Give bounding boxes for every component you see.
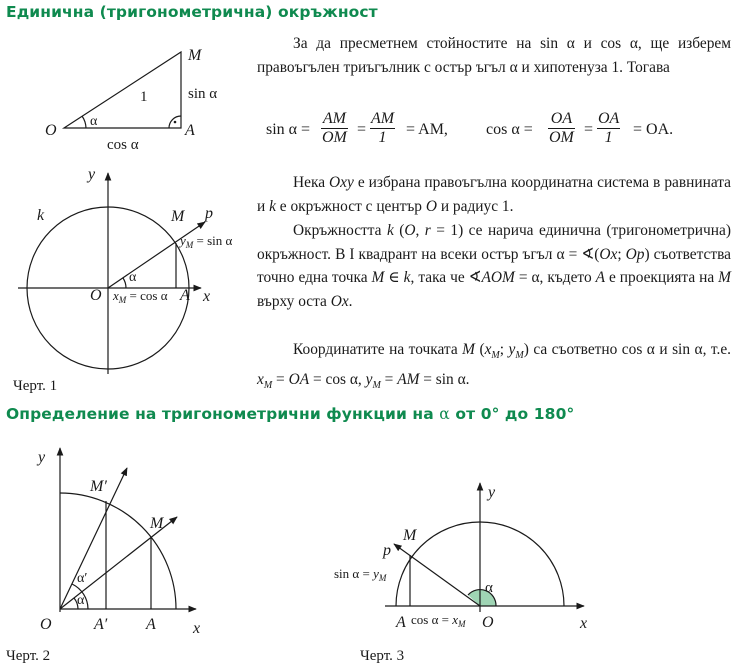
sin-cos-formula: sin α = $\frac{AM}{OM}$ = $\frac{AM}{1}$ = AM, cos α = $\frac{OA}{OM}$ = $\frac{OA}{1}$ = OA.	[266, 110, 674, 146]
fig1-ray-label-p: p	[205, 205, 213, 222]
fraction-oa-1: $\frac{OA}{1}$	[598, 110, 620, 146]
fig3-caption: Черт. 3	[360, 648, 405, 664]
fig2-point-m-prime: M′	[90, 478, 107, 495]
fig3-cos-expression: $\cos \alpha = x_M$	[411, 612, 466, 629]
triangle-adjacent-label: cos α	[107, 137, 139, 153]
fig2-x-label: x	[193, 620, 201, 637]
fig3-angle-alpha: α	[485, 580, 493, 596]
fig3-point-a: A	[396, 614, 406, 631]
fig1-angle-alpha: α	[129, 270, 137, 285]
fig2-y-label: y	[38, 449, 46, 466]
fig1-y-expression: $y_M = \sin \alpha$	[180, 233, 233, 250]
fig3-ray-label-p: p	[383, 542, 391, 559]
fig1-circle-label-k: k	[37, 207, 45, 224]
section-heading-unit-circle: Единична (тригонометрична) окръжност	[6, 3, 378, 21]
fraction-am-om: $\frac{AM}{OM}$	[322, 110, 347, 146]
intro-paragraph: За да пресметнем стойностите на sin α и cos α, ще изберем правоъгълен триъгълник с остър ъгъл α и хипотенуза 1. Тогава	[257, 35, 731, 76]
triangle-vertex-m: M	[188, 47, 202, 64]
triangle-vertex-o: O	[45, 122, 57, 139]
fraction-am-1: $\frac{AM}{1}$	[371, 110, 395, 146]
fig1-x-label: x	[203, 288, 211, 305]
fig2-point-a-prime: A′	[94, 616, 108, 633]
right-triangle-figure	[64, 52, 181, 128]
fig1-caption: Черт. 1	[13, 378, 58, 394]
fraction-oa-om: $\frac{OA}{OM}$	[549, 110, 574, 146]
fig2-quarter-circle	[60, 448, 196, 612]
fig2-point-a: A	[146, 616, 156, 633]
fig3-point-m: M	[403, 527, 417, 544]
fig1-origin-o: O	[90, 287, 102, 304]
fig1-point-a: A	[180, 287, 190, 304]
unit-circle-figure	[18, 173, 205, 374]
fig3-origin-o: O	[482, 614, 494, 631]
fig1-angle-arc	[123, 278, 126, 288]
fig2-point-m: M	[150, 515, 164, 532]
section-heading-definition: Определение на тригонометрични функции на α от 0° до 180°	[6, 405, 575, 423]
fig2-angle-alpha-prime: α′	[77, 571, 88, 586]
alpha-symbol: α	[439, 405, 450, 423]
coordinates-paragraph: Координатите на точката M ($x_M$; $y_M$) са съответно cos α и sin α, т.е. $x_M$ = OA = cos α, $y_M$ = AM = sin α.	[257, 341, 731, 391]
coordinate-system-paragraph: Нека Oxy е избрана правоъгълна координатна система в равнината и k е окръжност с център O и радиус 1.	[257, 174, 731, 215]
fig3-ray-p	[394, 544, 480, 606]
triangle-angle-alpha: α	[90, 114, 98, 129]
fig1-point-m: M	[171, 208, 185, 225]
fig2-origin-o: O	[40, 616, 52, 633]
triangle-hypotenuse-label: 1	[140, 89, 148, 105]
fig1-x-expression: $x_M = \cos \alpha$	[113, 288, 168, 305]
angle-alpha-arc	[82, 116, 86, 128]
triangle-outline	[64, 52, 181, 128]
fig1-y-label: y	[88, 166, 96, 183]
fig3-y-label: y	[488, 484, 496, 501]
fig2-caption: Черт. 2	[6, 648, 51, 664]
triangle-vertex-a: A	[185, 122, 195, 139]
fig2-angle-alpha: α	[77, 593, 85, 608]
fig1-ray-p	[108, 222, 205, 288]
unit-circle-definition-paragraph: Окръжността k (O, r = 1) се нарича единична (тригонометрична) окръжност. В I квадрант на всеки остър ъгъл α = ∢(Ox; Op) съответства точно една точка M ∈ k, така че ∢AOM = α, където A е проекцията на M върху оста Ox.	[257, 222, 732, 310]
fig3-x-label: x	[580, 615, 588, 632]
triangle-opposite-label: sin α	[188, 86, 218, 102]
fig2-arc	[60, 493, 176, 609]
fig3-sin-expression: $\sin \alpha = y_M$	[334, 566, 387, 583]
